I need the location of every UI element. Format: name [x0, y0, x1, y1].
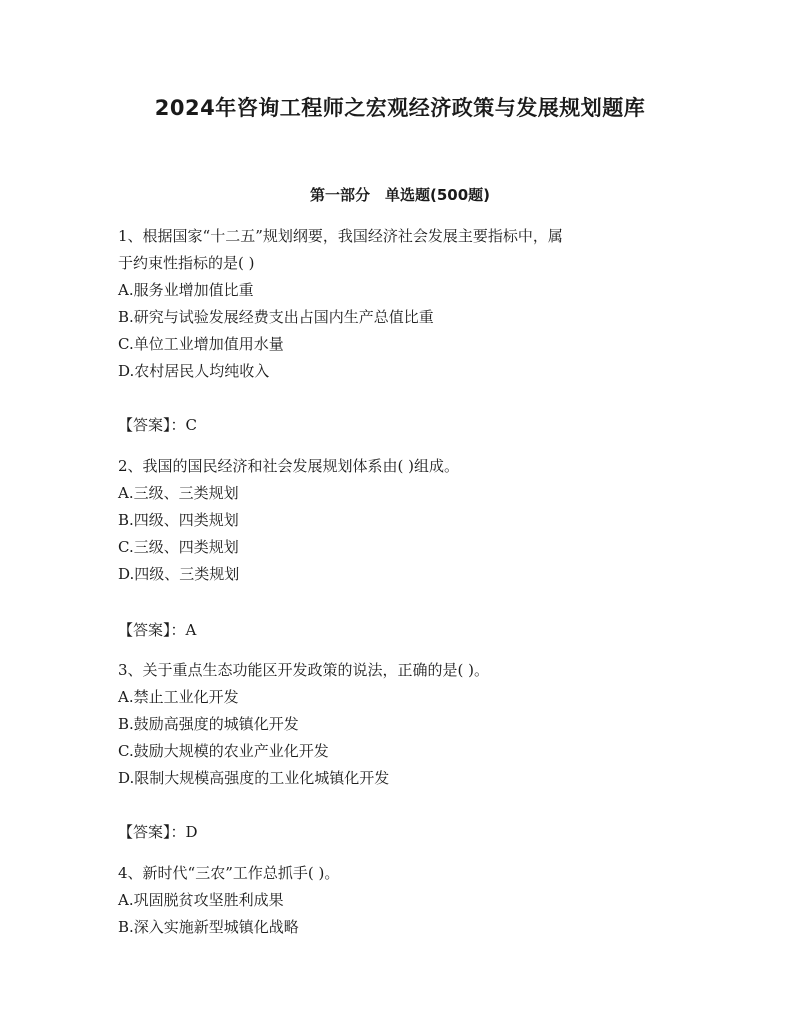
question-1-stem-line-2: 于约束性指标的是( ) [118, 254, 255, 272]
question-1-option-c: C.单位工业增加值用水量 [118, 335, 284, 353]
document-title: 2024年咨询工程师之宏观经济政策与发展规划题库 [154, 96, 646, 120]
question-3-option-d: D.限制大规模高强度的工业化城镇化开发 [118, 769, 390, 787]
question-3-option-a: A.禁止工业化开发 [118, 688, 239, 706]
question-4-option-a: A.巩固脱贫攻坚胜利成果 [118, 891, 284, 909]
question-3-option-c: C.鼓励大规模的农业产业化开发 [118, 742, 329, 760]
question-1-stem-line-1: 1、根据国家“十二五”规划纲要，我国经济社会发展主要指标中，属 [118, 227, 563, 245]
question-3-stem: 3、关于重点生态功能区开发政策的说法，正确的是( )。 [118, 661, 490, 679]
section-heading: 第一部分 单选题(500题) [309, 186, 491, 204]
question-2-option-b: B.四级、四类规划 [118, 511, 239, 529]
question-2-option-d: D.四级、三类规划 [118, 565, 240, 583]
question-1-option-b: B.研究与试验发展经费支出占国内生产总值比重 [118, 308, 434, 326]
question-2-option-c: C.三级、四类规划 [118, 538, 239, 556]
question-1-answer: 【答案】：C [118, 416, 197, 434]
question-2-option-a: A.三级、三类规划 [118, 484, 239, 502]
question-1-option-d: D.农村居民人均纯收入 [118, 362, 270, 380]
question-2-answer: 【答案】：A [118, 621, 197, 639]
question-3-answer: 【答案】：D [118, 823, 198, 841]
question-1-option-a: A.服务业增加值比重 [118, 281, 254, 299]
question-3-option-b: B.鼓励高强度的城镇化开发 [118, 715, 299, 733]
question-2-stem: 2、我国的国民经济和社会发展规划体系由( )组成。 [118, 457, 460, 475]
question-4-stem: 4、新时代“三农”工作总抓手( )。 [118, 864, 340, 882]
question-4-option-b: B.深入实施新型城镇化战略 [118, 918, 299, 936]
